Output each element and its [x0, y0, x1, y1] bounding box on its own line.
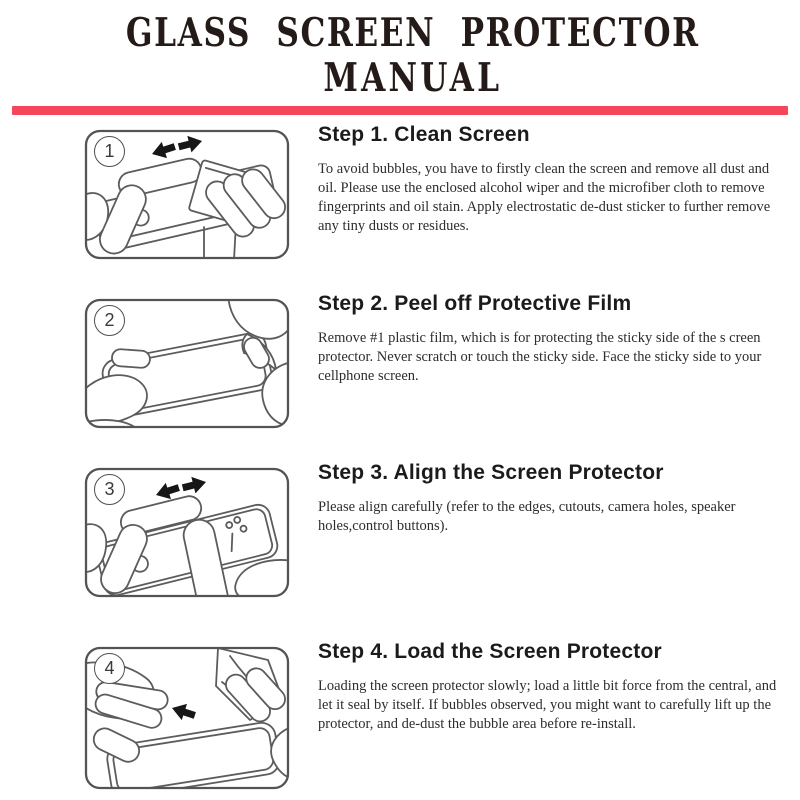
steps-list: [0, 115, 800, 792]
step-number-badge: 2: [94, 305, 125, 336]
wipe-right-arrow-icon: [177, 133, 204, 155]
step-number-badge: 3: [94, 474, 125, 505]
step-4-body: Loading the screen protector slowly; load a little bit force from the central, and let it seal by itself. If bubbles observed, you might want to carefully lift up the protector, and de-dust the bubble area before re-install.: [318, 678, 777, 732]
step-number-badge: 1: [94, 136, 125, 167]
step-4-copy: [318, 640, 780, 734]
step-1-copy: [318, 123, 780, 235]
align-protector-illustration: [82, 465, 292, 600]
step-4-section: [82, 640, 800, 792]
clean-screen-illustration: [82, 127, 292, 262]
step-3-section: [82, 461, 800, 600]
press-arrow-icon: [169, 700, 197, 724]
step-2-copy: [318, 292, 780, 386]
step-3-body: Please align carefully (refer to the edges, cutouts, camera holes, speaker holes,control buttons).: [318, 499, 736, 534]
page-subtitle: MANUAL: [323, 55, 503, 101]
load-protector-illustration: [82, 644, 292, 792]
manual-header: [0, 0, 800, 100]
step-4-heading: Step 4. Load the Screen Protector: [318, 640, 662, 663]
step-3-copy: [318, 461, 780, 536]
step-2-heading: Step 2. Peel off Protective Film: [318, 292, 632, 315]
step-1-heading: Step 1. Clean Screen: [318, 123, 530, 146]
wipe-left-arrow-icon: [149, 138, 177, 162]
step-number-badge: 4: [94, 653, 125, 684]
accent-divider-bar: [12, 106, 788, 115]
step-2-section: [82, 292, 800, 431]
page-title: GLASS SCREEN PROTECTOR: [125, 10, 700, 56]
step-1-section: [82, 123, 800, 262]
step-1-body: To avoid bubbles, you have to firstly clean the screen and remove all dust and oil. Please use the enclosed alcohol wiper and the microfiber cloth to remove fingerprints and oil stain. Apply electrostatic de-dust sticker to further remove any tiny dusts or residues.: [318, 161, 771, 234]
step-2-body: Remove #1 plastic film, which is for protecting the sticky side of the s creen protector. Never scratch or touch the sticky side. Face the sticky side to your cellphone screen.: [318, 330, 762, 384]
peel-film-illustration: [82, 296, 292, 431]
step-3-heading: Step 3. Align the Screen Protector: [318, 461, 664, 484]
align-right-arrow-icon: [181, 474, 208, 496]
